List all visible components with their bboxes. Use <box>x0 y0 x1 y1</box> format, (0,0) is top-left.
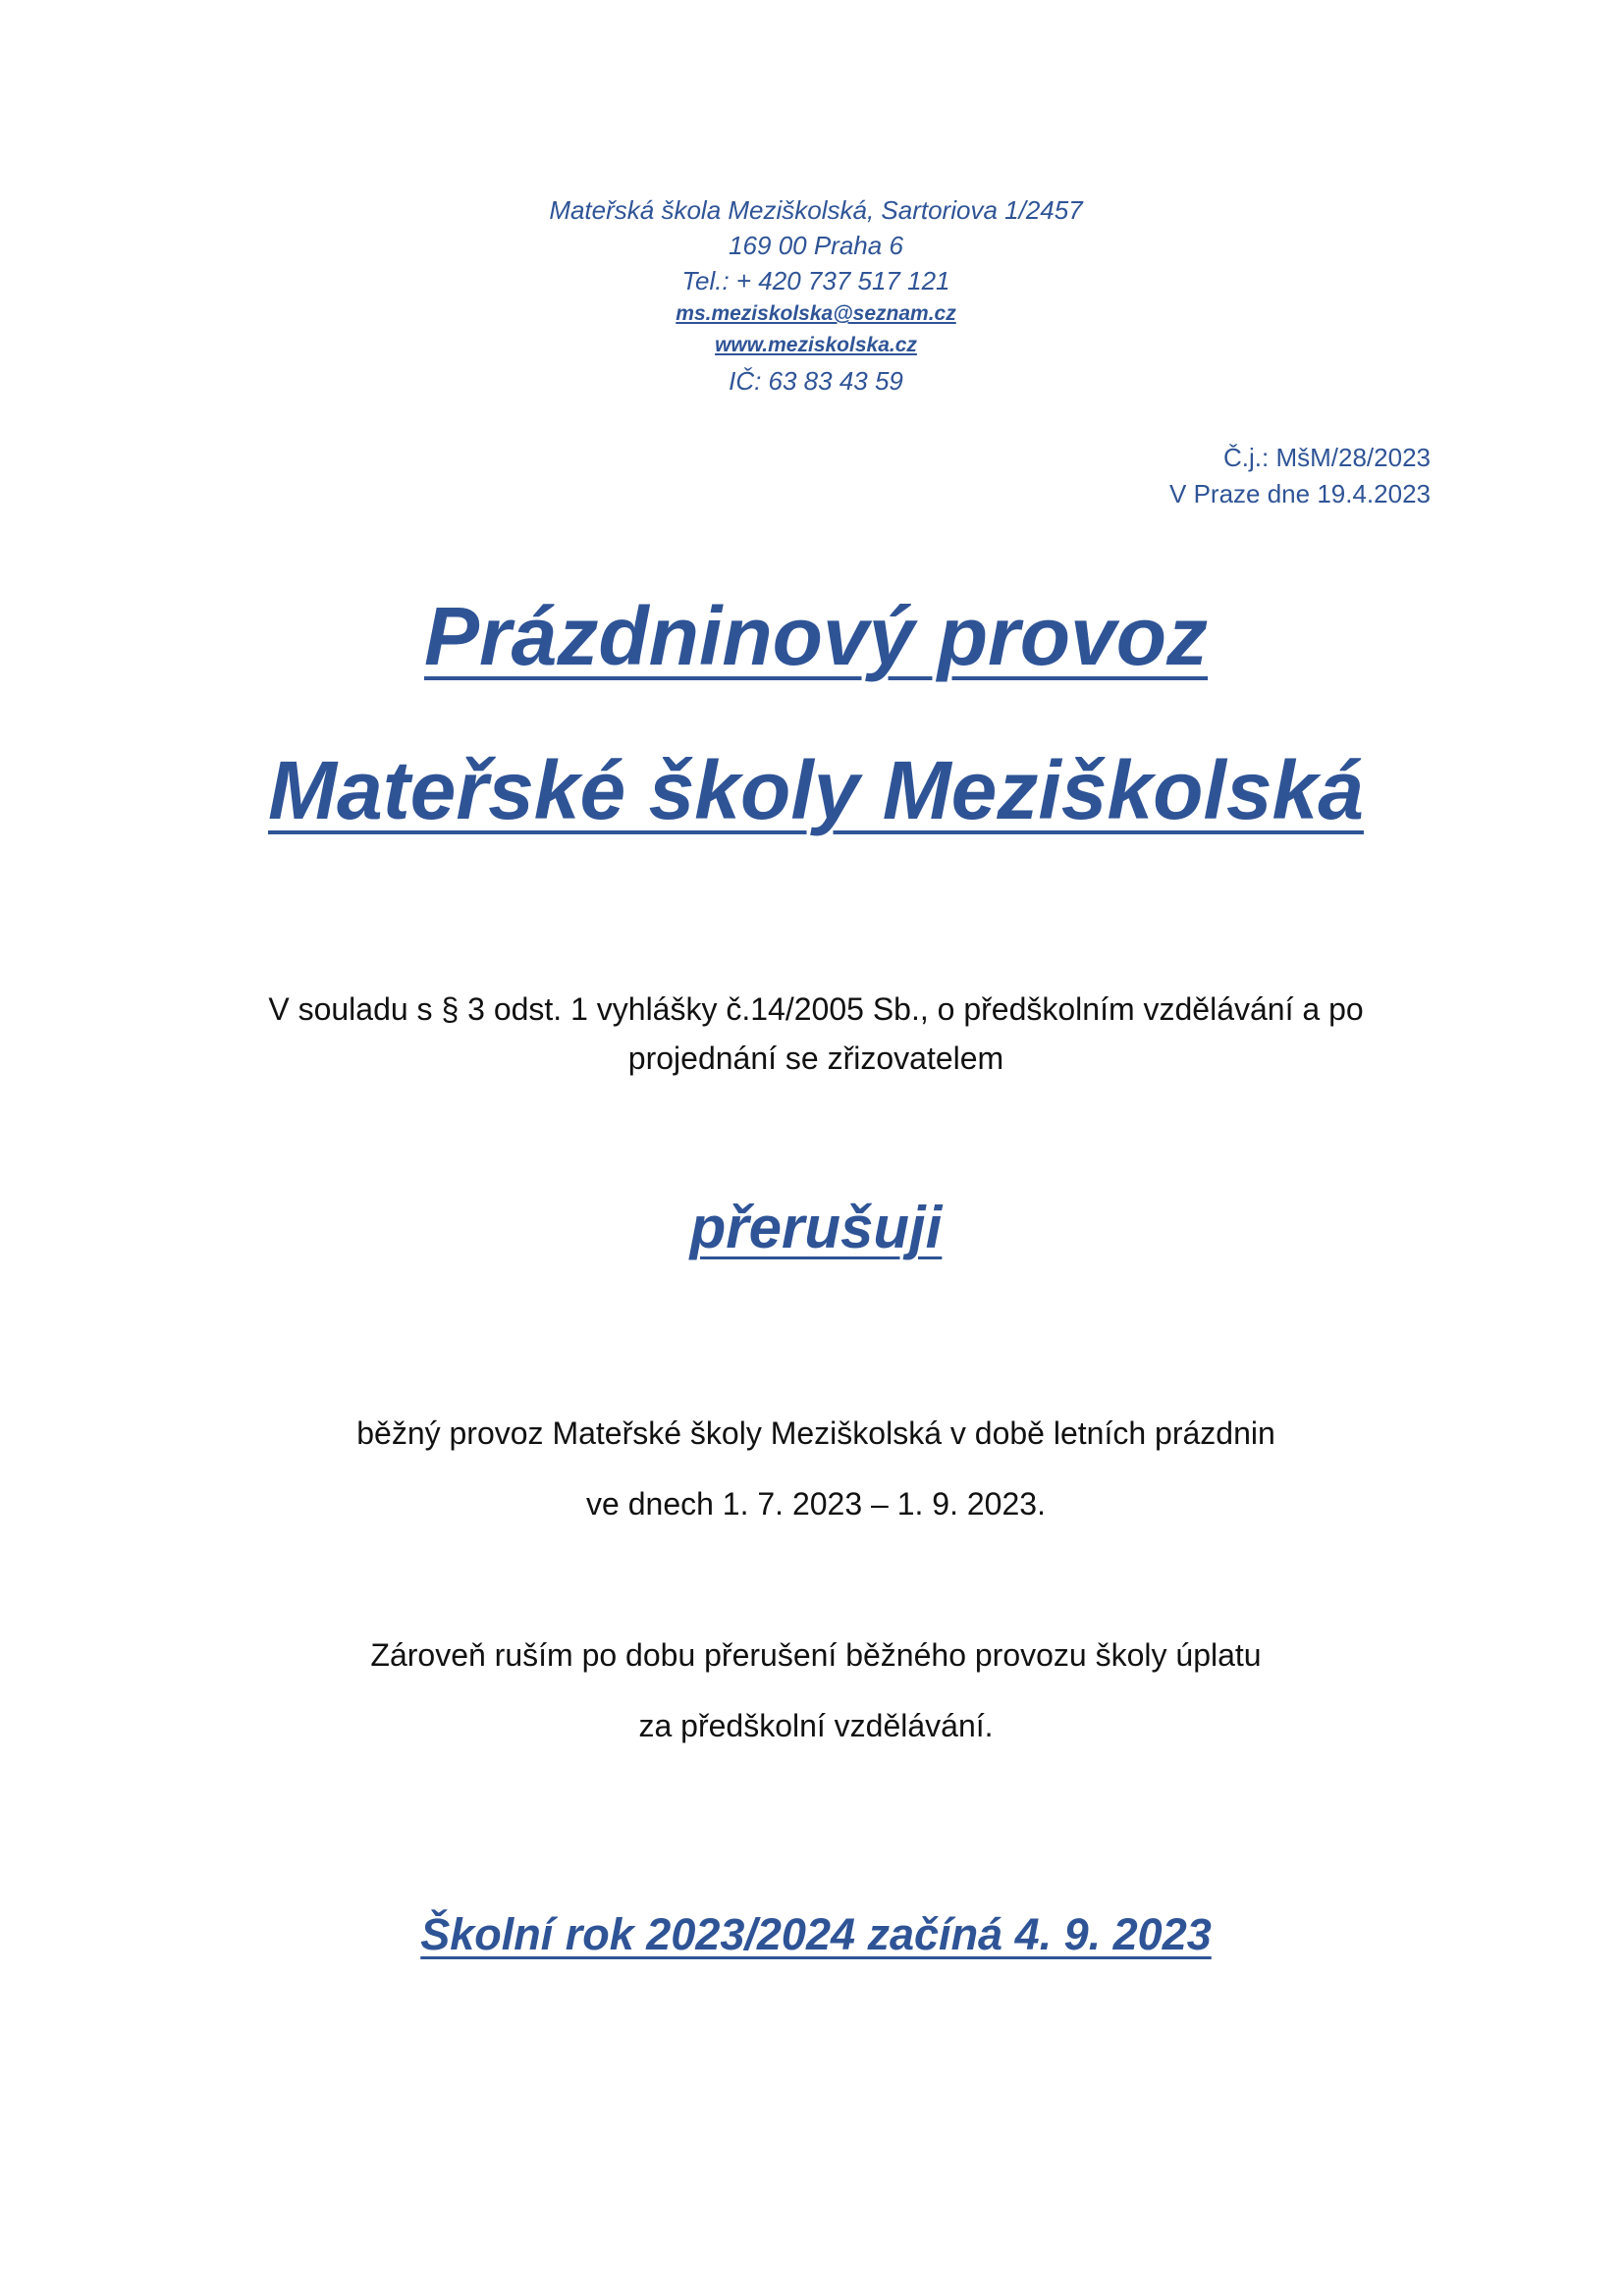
title-line-1: Prázdninový provoz <box>423 590 1209 682</box>
issue-date: V Praze dne 19.4.2023 <box>1169 479 1431 508</box>
school-year-start: Školní rok 2023/2024 začíná 4. 9. 2023 <box>420 1909 1212 1959</box>
closure-period-line-2: ve dnech 1. 7. 2023 – 1. 9. 2023. <box>586 1486 1046 1522</box>
case-number: Č.j.: MšM/28/2023 <box>1223 443 1431 472</box>
school-city: 169 00 Praha 6 <box>729 231 903 260</box>
fee-waiver-paragraph <box>0 1620 1624 1761</box>
school-address: Mateřská škola Meziškolská, Sartoriova 1/2457 <box>549 195 1083 225</box>
closure-period-line-1: běžný provoz Mateřské školy Meziškolská v době letních prázdnin <box>356 1415 1275 1451</box>
letterhead <box>0 192 1624 399</box>
legal-basis-line-1: V souladu s § 3 odst. 1 vyhlášky č.14/2005 Sb., o předškolním vzdělávání a po <box>268 991 1364 1027</box>
school-phone: Tel.: + 420 737 517 121 <box>681 266 950 295</box>
decision-verb: přerušuji <box>689 1195 943 1260</box>
school-website-link[interactable]: www.meziskolska.cz <box>715 334 917 356</box>
fee-waiver-line-2: za předškolní vzdělávání. <box>638 1708 994 1743</box>
legal-basis-line-2: projednání se zřizovatelem <box>627 1041 1004 1076</box>
reference-block <box>1169 440 1431 512</box>
fee-waiver-line-1: Zároveň ruším po dobu přerušení běžného provozu školy úplatu <box>370 1637 1262 1673</box>
school-ico: IČ: 63 83 43 59 <box>729 366 903 396</box>
school-email-link[interactable]: ms.meziskolska@seznam.cz <box>676 302 956 325</box>
closure-period-paragraph <box>0 1398 1624 1539</box>
title-line-2: Mateřské školy Meziškolská <box>268 744 1364 836</box>
legal-basis-paragraph <box>0 985 1624 1083</box>
